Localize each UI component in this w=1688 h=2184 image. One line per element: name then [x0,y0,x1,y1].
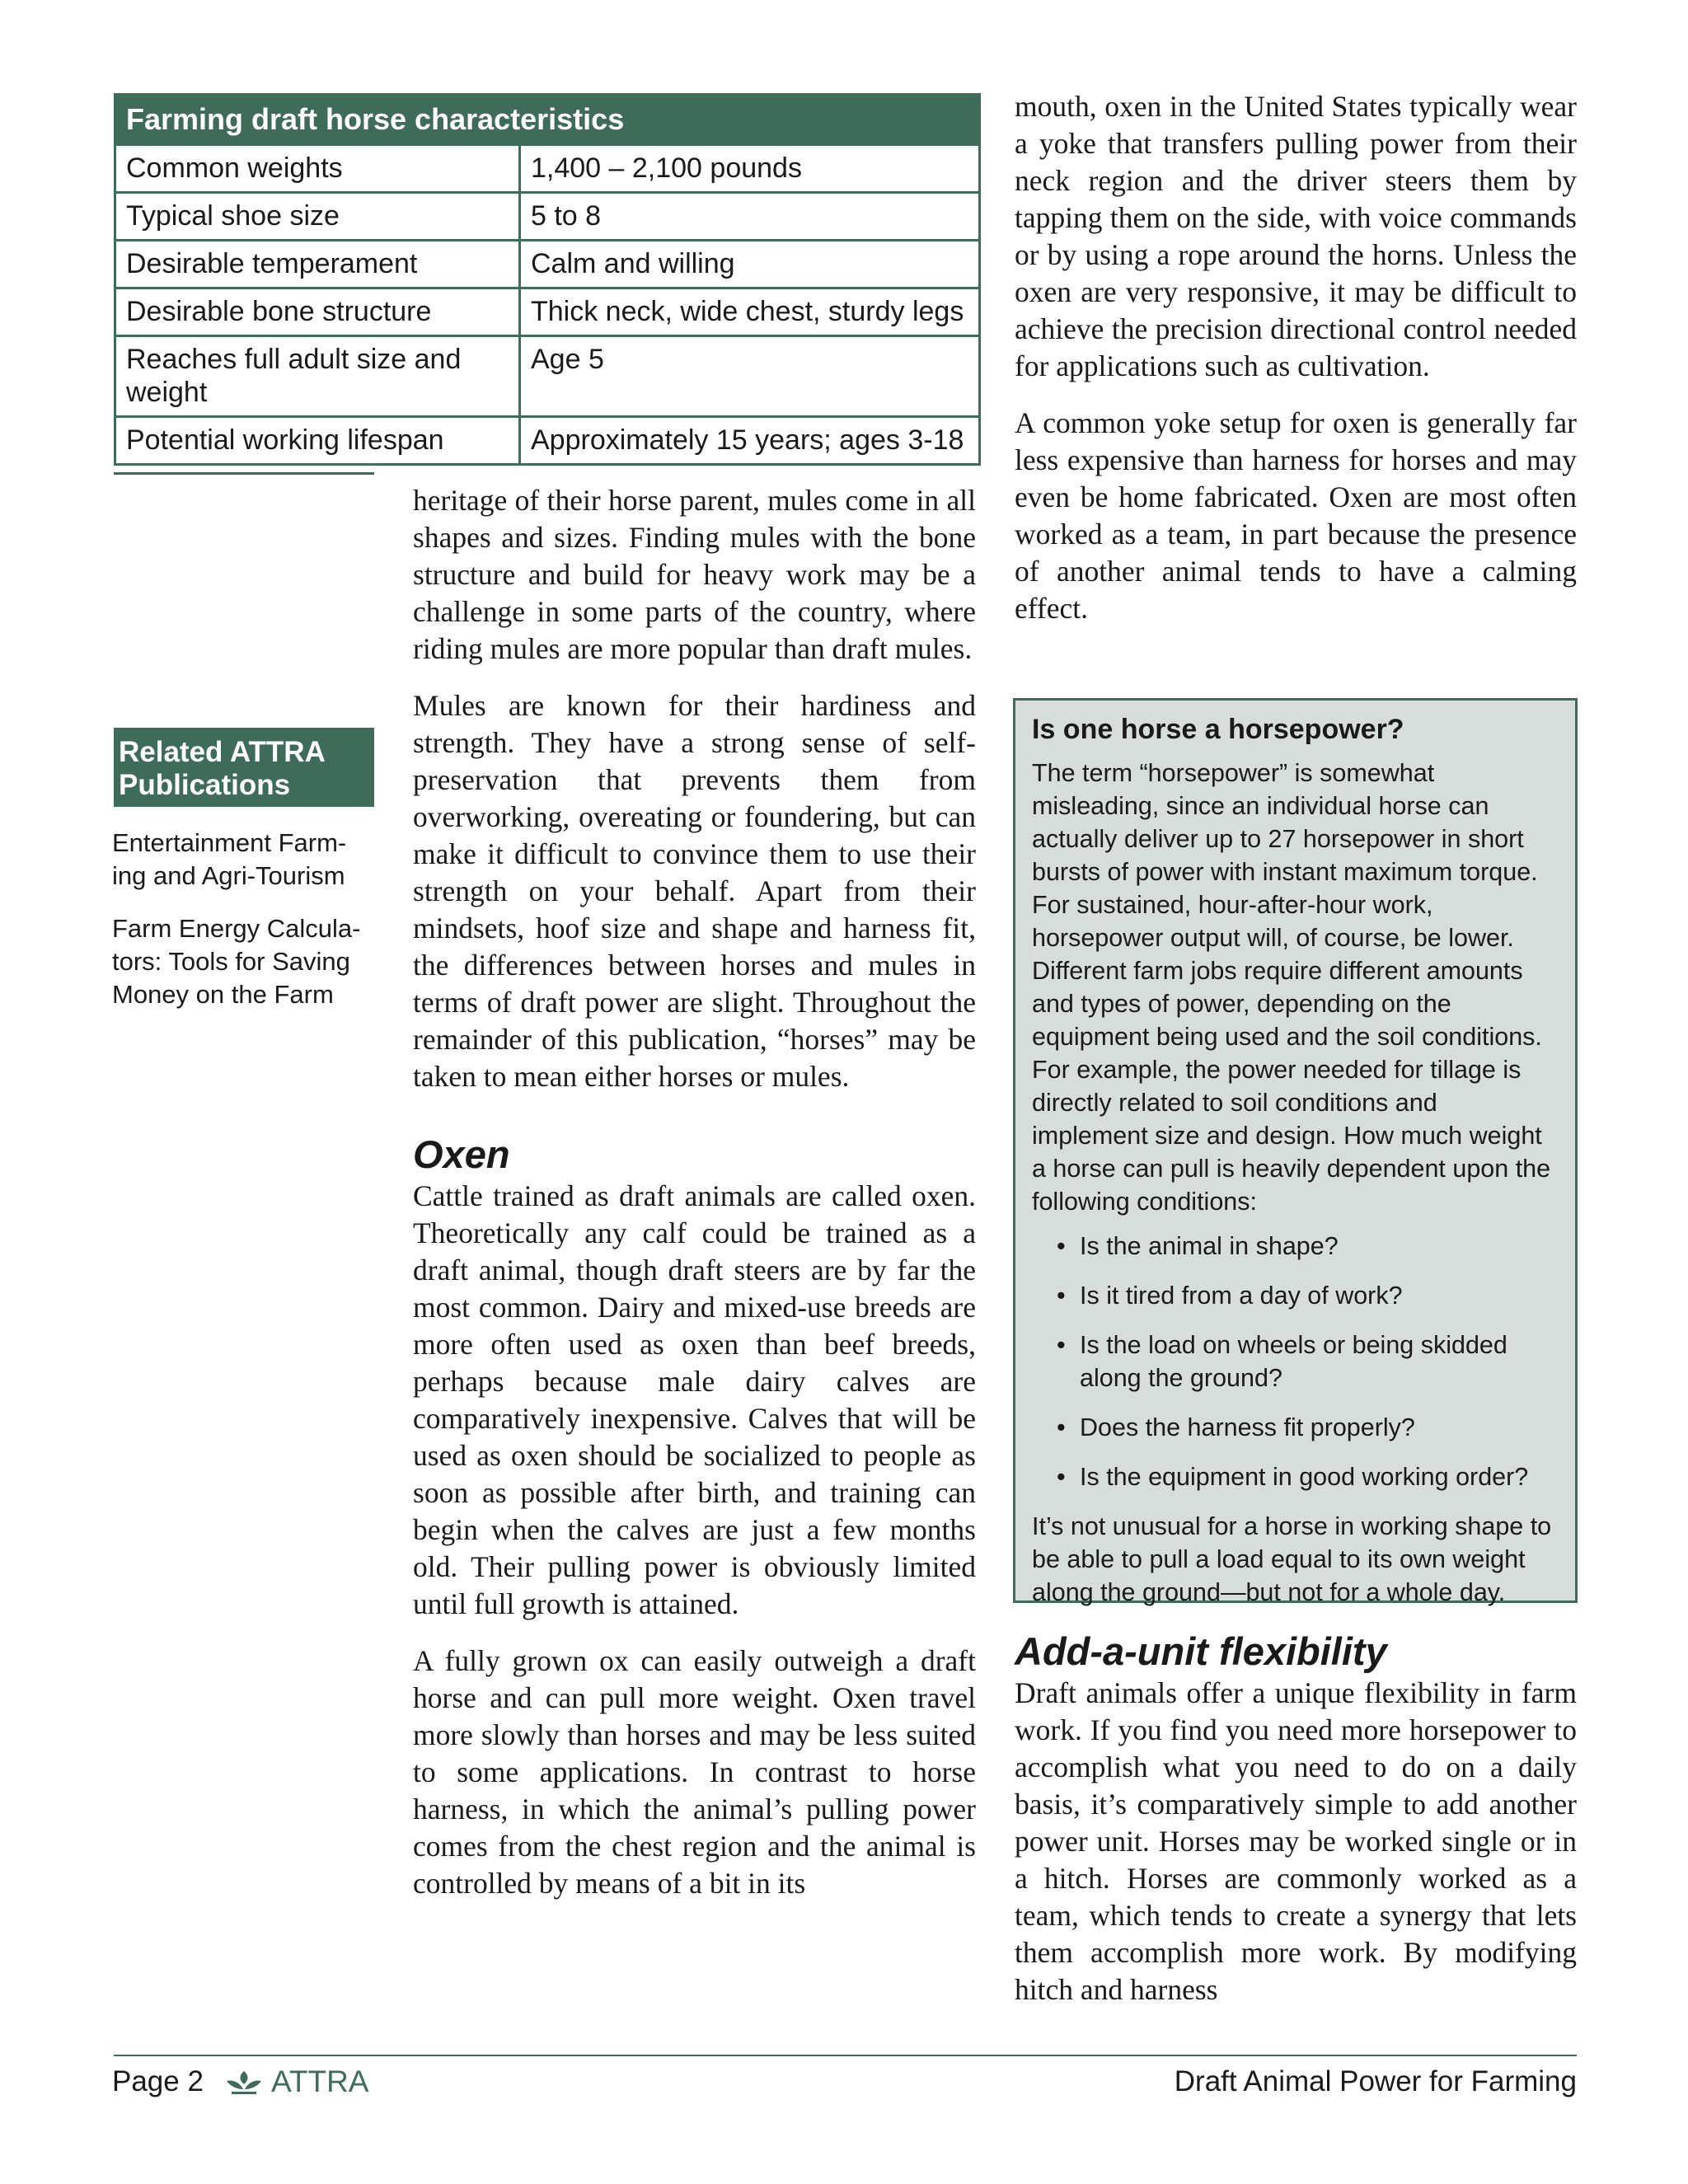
section-heading-add-a-unit: Add-a-unit flexibility [1015,1629,1387,1673]
table-title: Farming draft horse characteristics [116,96,978,143]
page-number: Page 2 [112,2065,204,2097]
table-cell: Typical shoe size [116,194,521,239]
footer-title: Draft Animal Power for Farming [1174,2065,1577,2097]
attra-logo [225,2063,369,2101]
section-heading-oxen: Oxen [413,1132,510,1176]
paragraph: heritage of their horse parent, mules come in all shapes and sizes. Finding mules with the bone structure and build for heavy work may be a challenge in some parts of the country, where riding mules are more popular than draft mules. [413,484,976,665]
table-cell: 1,400 – 2,100 pounds [531,152,802,184]
middle-column [413,482,976,1922]
list-item: • Is it tired from a day of work? [1055,1279,1559,1312]
logo-text: ATTRA [270,2064,369,2098]
horsepower-outro: It’s not unusual for a horse in working shape to be able to pull a load equal to its own weight along the ground—but not for a whole day. [1032,1512,1552,1606]
paragraph: Draft animals offer a unique flexibility in farm work. If you find you need more horsepower to accomplish what you need to do on a daily basis, it’s comparatively simple to add another power unit. Horses may be worked single or in a hitch. Horses are commonly worked as a team, which tends to create a synergy that lets them accomplish more work. By modifying hitch and harness [1015,1676,1577,2006]
table-row [116,287,978,335]
paragraph: A fully grown ox can easily outweigh a draft horse and can pull more weight. Oxen travel more slowly than horses and may be less suited to some applications. In contrast to horse harness, in which the animal’s pulling power comes from the chest region and the animal is controlled by means of a bit in its [413,1644,976,1900]
paragraph: A common yoke setup for oxen is generally far less expensive than harness for horses and may even be home fabricated. Oxen are most often worked as a team, in part because the presence of another animal tends to have a calming effect. [1015,406,1577,625]
leaf-icon [225,2068,263,2096]
sidebar-divider [114,472,374,475]
right-column [1015,88,1577,647]
table-row [116,335,978,415]
list-item: • Is the animal in shape? [1055,1230,1559,1263]
footer-left [112,2063,368,2101]
related-publication-link[interactable]: Farm Energy Calcula- tors: Tools for Saving Money on the Farm [112,914,361,1009]
table-row [116,239,978,287]
right-column-lower [1015,1629,1577,2028]
horsepower-box-title: Is one horse a horsepower? [1032,714,1404,745]
paragraph: mouth, oxen in the United States typically wear a yoke that transfers pulling power from their neck region and the driver steers them by tapping them on the side, with voice commands or by using a rope around the horns. Unless the oxen are very responsive, it may be difficult to achieve the precision directional control needed for applications such as cultivation. [1015,90,1577,382]
related-publications-heading: Related ATTRA Publications [114,728,374,807]
table-cell: Desirable bone structure [116,289,521,335]
list-item: • Is the load on wheels or being skidded along the ground? [1055,1329,1559,1394]
table-cell: 5 to 8 [531,200,602,232]
table-cell: Desirable temperament [116,241,521,287]
table-row [116,415,978,463]
list-item: • Does the harness fit properly? [1055,1411,1559,1444]
paragraph: Mules are known for their hardiness and strength. They have a strong sense of self-preservation that prevents them from overworking, overeating or foundering, but can make it difficult to convince them to use their strength on your behalf. Apart from their mindsets, hoof size and shape and harness fit, the differences between horses and mules in terms of draft power are slight. Throughout the remainder of this publication, “horses” may be taken to mean either horses or mules. [413,689,976,1093]
horsepower-box [1013,698,1578,1606]
horsepower-intro: The term “horsepower” is somewhat misleading, since an individual horse can actually deliver up to 27 horsepower in short bursts of power with instant maximum torque. For sustained, hour-after-hour work, horsepower output will, of course, be lower. Different farm jobs require different amounts and types of power, depending on the equipment being used and the soil conditions. For example, the power needed for tillage is directly related to soil conditions and implement size and design. How much weight a horse can pull is heavily dependent upon the following conditions: [1032,759,1551,1216]
related-publication-link[interactable]: Entertainment Farm- ing and Agri-Tourism [112,828,347,890]
table-cell: Potential working lifespan [116,418,521,463]
table-cell: Common weights [116,146,521,191]
table-cell: Age 5 [531,344,604,375]
table-cell: Approximately 15 years; ages 3-18 [531,424,964,456]
table-cell: Calm and willing [531,248,735,279]
paragraph: Cattle trained as draft animals are called oxen. Theoretically any calf could be trained as a draft animal, though draft steers are by far the most common. Dairy and mixed-use breeds are more often used as oxen than beef breeds, perhaps because male dairy calves are comparatively inexpensive. Calves that will be used as oxen should be socialized to people as soon as possible after birth, and training can begin when the calves are just a few months old. Their pulling power is obviously limited until full growth is attained. [413,1179,976,1620]
table-cell: Reaches full adult size and weight [116,337,521,415]
conditions-list [1032,1230,1559,1493]
characteristics-table [114,93,981,466]
footer-divider [114,2055,1577,2056]
table-cell: Thick neck, wide chest, sturdy legs [531,296,964,327]
table-row [116,191,978,239]
list-item: • Is the equipment in good working order? [1055,1460,1559,1493]
table-row [116,143,978,191]
